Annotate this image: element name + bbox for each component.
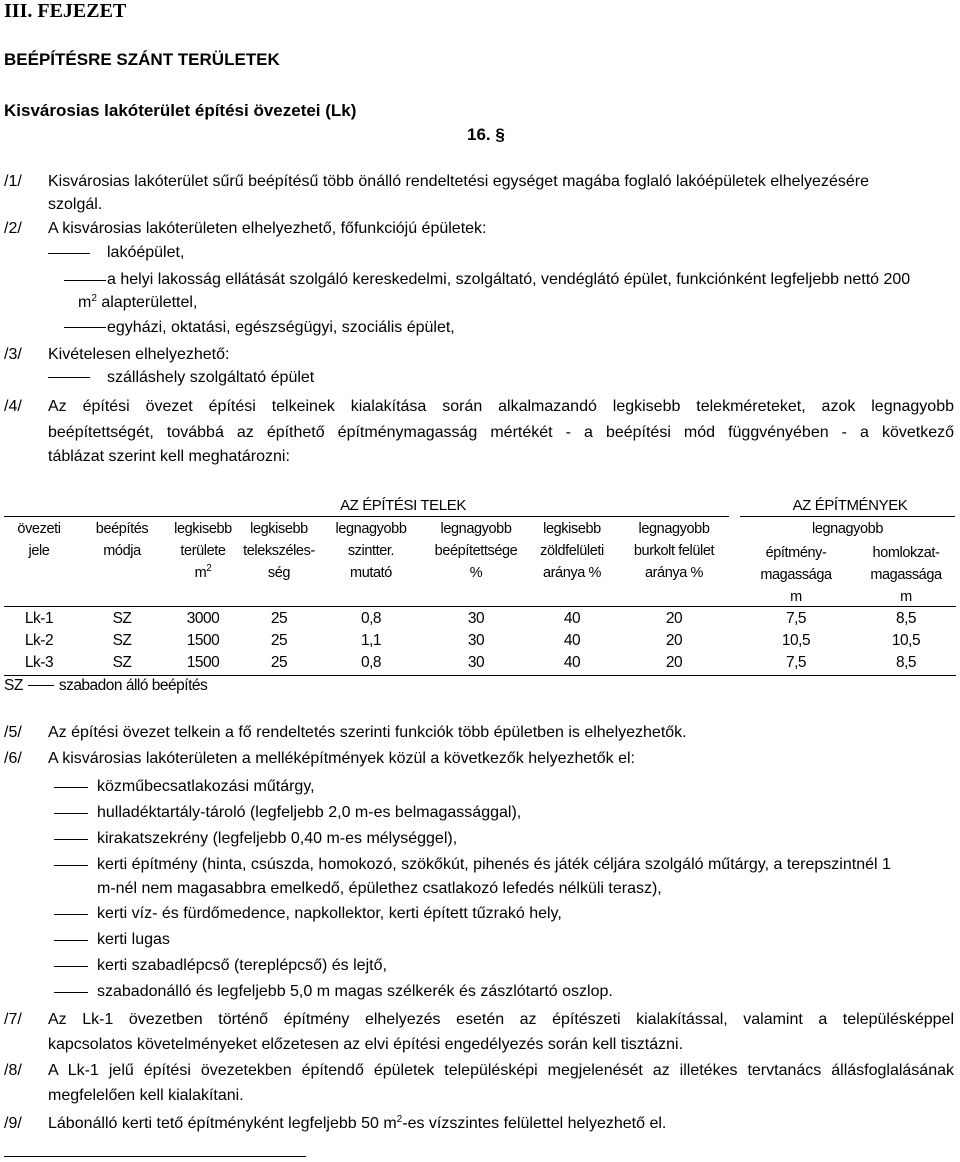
table-bottom-rule <box>4 675 956 676</box>
p6-item: kerti szabadlépcső (tereplépcső) és lejtő, <box>97 957 387 974</box>
header-epitmenymagassag: építmény- magassága m <box>760 545 832 605</box>
p2-intro: A kisvárosias lakóterületen elhelyezhető, főfunkciójú épületek: <box>48 220 487 237</box>
dash-bullet <box>54 839 88 840</box>
p1-line2: szolgál. <box>48 196 103 213</box>
p2-item2-line1: a helyi lakosság ellátását szolgáló kereskedelmi, szolgáltató, vendéglátó épület, funkciónként legfeljebb nettó 200 <box>107 271 911 288</box>
p6-item: kerti víz- és fürdőmedence, napkollektor, kerti épített tűzrakó hely, <box>97 905 562 922</box>
dash-bullet <box>64 280 106 281</box>
table-cell: 1500 <box>186 632 220 649</box>
table-cell: 3000 <box>186 610 220 627</box>
p5-label: /5/ <box>4 724 22 741</box>
p4-line1: Az építési övezet építési telkeinek kialakítása során alkalmazandó legkisebb telekméreteket, azok legnagyobb <box>48 398 954 415</box>
chapter-heading: III. FEJEZET <box>4 0 127 22</box>
p6-item: közműbecsatlakozási műtárgy, <box>97 778 315 795</box>
table-cell: 25 <box>270 654 288 671</box>
p2-item2-line2: $m^2$ alapterülettel, <box>78 293 198 311</box>
p6-item: kerti lugas <box>97 931 170 948</box>
table-cell: Lk-2 <box>24 632 54 649</box>
dash-bullet <box>48 377 90 378</box>
p6-item: kerti építmény (hinta, csúszda, homokozó, szökőkút, pihenés és játék céljára szolgáló műtárgy, a terepszintnél 1 <box>97 856 891 873</box>
p3-item1: szálláshely szolgáltató épület <box>107 369 315 386</box>
p2-item3: egyházi, oktatási, egészségügyi, szociális épület, <box>107 319 455 336</box>
p6-intro: A kisvárosias lakóterületen a melléképítmények közül a következők helyezhetők el: <box>48 750 635 767</box>
table-cell: SZ <box>112 610 132 627</box>
p4-line3: táblázat szerint kell meghatározni: <box>48 448 290 465</box>
footnote-separator <box>4 1156 306 1157</box>
table-cell: 40 <box>563 632 581 649</box>
header-terulet: legkisebb területe $m^2$ <box>174 521 232 581</box>
p8-label: /8/ <box>4 1062 22 1079</box>
dash-bullet <box>64 327 106 328</box>
table-cell: 30 <box>467 632 485 649</box>
table-cell: 25 <box>270 632 288 649</box>
p8-line2: megfelelően kell kialakítani. <box>48 1087 244 1104</box>
table-cell: 40 <box>563 610 581 627</box>
table-cell: 7,5 <box>785 610 807 627</box>
table-cell: 1500 <box>186 654 220 671</box>
section-heading: BEÉPÍTÉSRE SZÁNT TERÜLETEK <box>4 50 280 69</box>
table-cell: 0,8 <box>360 654 382 671</box>
dash-bullet <box>54 940 88 941</box>
p9-label: /9/ <box>4 1115 22 1132</box>
paragraph-number: 16. § <box>467 125 505 144</box>
header-beepitettseg: legnagyobb beépítettsége % <box>434 521 518 581</box>
table-group-rule <box>4 516 729 517</box>
dash-bullet <box>54 992 88 993</box>
p3-intro: Kivételesen elhelyezhető: <box>48 346 230 363</box>
table-cell: 40 <box>563 654 581 671</box>
table-cell: 10,5 <box>891 632 921 649</box>
p1-label: /1/ <box>4 173 22 190</box>
table-cell: 25 <box>270 610 288 627</box>
table-cell: 0,8 <box>360 610 382 627</box>
table-cell: Lk-1 <box>24 610 54 627</box>
p6-item: szabadonálló és legfeljebb 5,0 m magas szélkerék és zászlótartó oszlop. <box>97 983 613 1000</box>
p7-line1: Az Lk-1 övezetben történő építmény elhelyezés esetén az építészeti kialakítással, valamint a településképpel <box>48 1011 954 1028</box>
header-burkolt: legnagyobb burkolt felület aránya % <box>633 521 715 581</box>
table-cell: 7,5 <box>785 654 807 671</box>
p9-text: Lábonálló kerti tető építményként legfeljebb 50 $m^2-es$ vízszintes felülettel helyezhető el. <box>48 1114 667 1132</box>
header-szintterulet: legnagyobb szintter. mutató <box>335 521 407 581</box>
table-cell: Lk-3 <box>24 654 54 671</box>
table-cell: 30 <box>467 610 485 627</box>
table-cell: 20 <box>665 610 683 627</box>
header-homlokzatmagassag: homlokzat- magassága m <box>870 545 942 605</box>
table-cell: 8,5 <box>895 654 917 671</box>
p3-label: /3/ <box>4 346 22 363</box>
p6-item: kirakatszekrény (legfeljebb 0,40 m-es mélységgel), <box>97 830 458 847</box>
p8-line1: A Lk-1 jelű építési övezetekben építendő épületek településképi megjelenését az illetékes tervtanács állásfoglalásának <box>48 1062 954 1079</box>
dash-bullet <box>54 865 88 866</box>
table-cell: 1,1 <box>360 632 382 649</box>
table-group-epitmeny: AZ ÉPÍTMÉNYEK <box>792 497 908 514</box>
p7-label: /7/ <box>4 1011 22 1028</box>
dash-bullet <box>54 966 88 967</box>
p5-text: Az építési övezet telkein a fő rendeltetés szerinti funkciók több épületben is elhelyezhetők. <box>48 724 687 741</box>
p6-item-continued: m-nél nem magasabbra emelkedő, épülethez csatlakozó lefedés nélküli terasz), <box>97 880 662 897</box>
dash-bullet <box>54 914 88 915</box>
table-cell: 8,5 <box>895 610 917 627</box>
p4-line2: beépítettségét, továbbá az építhető építménymagasság mértékét - a beépítési mód függvényében - a következő <box>48 424 954 441</box>
p1-line1: Kisvárosias lakóterület sűrű beépítésű több önálló rendeltetési egységet magába foglaló lakóépületek elhelyezésére <box>48 173 869 190</box>
table-cell: 20 <box>665 632 683 649</box>
dash-bullet <box>54 813 88 814</box>
p6-item: hulladéktartály-tároló (legfeljebb 2,0 m-es belmagassággal), <box>97 804 522 821</box>
subsection-heading: Kisvárosias lakóterület építési övezetei (Lk) <box>4 101 357 120</box>
table-cell: SZ <box>112 654 132 671</box>
table-legend: SZ szabadon álló beépítés <box>4 677 208 694</box>
header-legnagyobb: legnagyobb <box>812 521 883 537</box>
p2-item1: lakóépület, <box>107 244 185 261</box>
p7-line2: kapcsolatos követelményeket előzetesen az elvi építési engedélyezés során kell tisztázni. <box>48 1036 684 1053</box>
table-cell: SZ <box>112 632 132 649</box>
dash-bullet <box>54 787 88 788</box>
table-header-rule <box>4 606 956 607</box>
table-cell: 10,5 <box>781 632 811 649</box>
header-beepites-modja: beépítés módja <box>95 521 149 559</box>
table-group-rule <box>740 516 955 517</box>
table-cell: 20 <box>665 654 683 671</box>
p2-label: /2/ <box>4 220 22 237</box>
header-zoldfelulet: legkisebb zöldfelületi aránya % <box>540 521 604 581</box>
header-ovezeti: övezeti jele <box>17 521 61 559</box>
p4-label: /4/ <box>4 398 22 415</box>
table-group-telek: AZ ÉPÍTÉSI TELEK <box>340 497 466 514</box>
p6-label: /6/ <box>4 750 22 767</box>
header-telekszelesseg: legkisebb telekszéles- ség <box>243 521 315 581</box>
dash-bullet <box>48 253 90 254</box>
table-cell: 30 <box>467 654 485 671</box>
